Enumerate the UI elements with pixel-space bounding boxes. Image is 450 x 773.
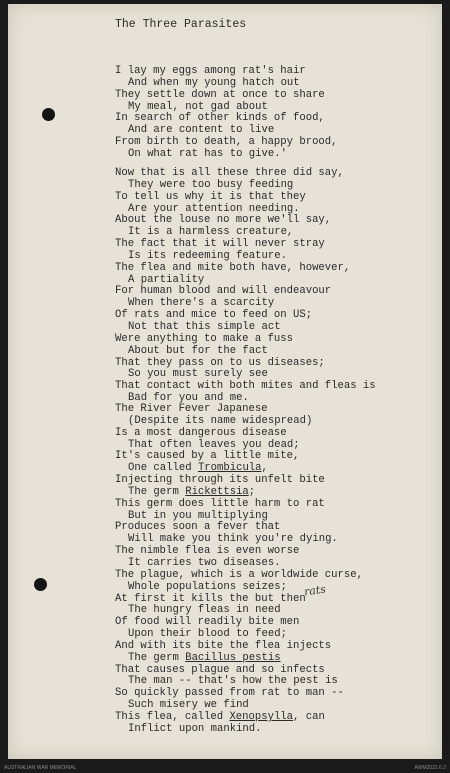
poem-line: They were too busy feeding xyxy=(128,178,294,191)
poem-line: Not that this simple act xyxy=(128,320,281,333)
line-text: , can xyxy=(293,710,325,723)
poem-line: A partiality xyxy=(128,273,205,286)
poem-line: Injecting through its unfelt bite xyxy=(115,474,325,487)
archive-footer xyxy=(0,762,450,773)
poem-line: About the louse no more we'll say, xyxy=(115,214,332,227)
poem-line: (Despite its name widespread) xyxy=(128,414,313,427)
poem-line: Produces soon a fever that xyxy=(115,521,281,534)
poem-line: The fact that it will never stray xyxy=(115,238,325,251)
poem-line: Will make you think you're dying. xyxy=(128,533,338,546)
poem-line: They settle down at once to share xyxy=(115,88,325,101)
poem-line xyxy=(115,487,363,499)
poem-line: Whole populations seizes; xyxy=(128,580,287,593)
poem-line: The River Fever Japanese xyxy=(115,403,268,415)
poem-line: And when my young hatch out xyxy=(128,76,300,89)
poem-line: Is a most dangerous disease xyxy=(115,426,287,439)
poem-line: Bad for you and me. xyxy=(128,392,249,405)
catalogue-number: AWM2022.6.2 xyxy=(414,765,446,771)
bleed-through-text: · · · · xyxy=(230,210,246,270)
line-text: One called xyxy=(128,462,198,475)
poem-line: My meal, not gad about xyxy=(128,100,268,113)
poem-line: Were anything to make a fuss xyxy=(115,332,294,345)
poem-line: That often leaves you dead; xyxy=(128,438,300,451)
poem-line: It's caused by a little mite, xyxy=(115,450,300,463)
poem-line: It is a harmless creature, xyxy=(128,226,294,239)
poem-line: Upon their blood to feed; xyxy=(128,628,287,641)
poem-line: So you must surely see xyxy=(128,368,268,381)
poem-line: It carries two diseases. xyxy=(128,556,281,569)
poem-line: The hungry fleas in need xyxy=(128,604,281,617)
poem-line: Now that is all these three did say, xyxy=(115,167,344,179)
poem-line: For human blood and will endeavour xyxy=(115,285,332,298)
punch-hole xyxy=(42,108,55,121)
poem-line: The plague, which is a worldwide curse, xyxy=(115,568,363,581)
poem-line xyxy=(115,712,363,724)
poem-line: That they pass on to us diseases; xyxy=(115,356,325,369)
line-text: This flea, called xyxy=(115,710,230,723)
line-text: The germ xyxy=(128,651,186,664)
poem-line: Of rats and mice to feed on US; xyxy=(115,309,313,322)
poem-line: At first it kills the but then xyxy=(115,592,306,605)
genus-name: Bacillus pestis xyxy=(185,651,281,664)
poem-line: And are content to live xyxy=(128,124,275,137)
poem-line: On what rat has to give.' xyxy=(128,147,287,160)
poem-line: Is its redeeming feature. xyxy=(128,249,287,262)
poem-line xyxy=(115,653,363,665)
line-text: The germ xyxy=(128,485,186,498)
poem-line: Of food will readily bite men xyxy=(115,616,300,629)
poem-line: About but for the fact xyxy=(128,344,268,357)
poem-line: Are your attention needing. xyxy=(128,202,300,215)
poem-line: In search of other kinds of food, xyxy=(115,112,325,125)
poem-line: I lay my eggs among rat's hair xyxy=(115,65,306,77)
poem-line: The flea and mite both have, however, xyxy=(115,261,351,274)
stanza-2 xyxy=(115,168,376,405)
genus-name: Trombicula xyxy=(197,462,262,475)
punch-hole xyxy=(34,578,47,591)
poem-line: When there's a scarcity xyxy=(128,297,275,310)
poem-title: The Three Parasites xyxy=(115,18,247,31)
line-text: , xyxy=(261,462,268,475)
poem-line: Inflict upon mankind. xyxy=(128,722,262,735)
stanza-1 xyxy=(115,66,338,161)
poem-line: The nimble flea is even worse xyxy=(115,545,300,558)
poem-line: The man -- that's how the pest is xyxy=(128,675,338,688)
genus-name: Xenopsylla xyxy=(229,710,294,723)
line-text: ; xyxy=(248,485,256,498)
poem-line: So quickly passed from rat to man -- xyxy=(115,687,344,700)
stanza-3 xyxy=(115,404,363,736)
poem-line: Such misery we find xyxy=(128,699,249,712)
handwritten-annotation: rats xyxy=(303,582,327,599)
poem-line: But in you multiplying xyxy=(128,509,268,522)
poem-line: That causes plague and so infects xyxy=(115,663,325,676)
poem-line: That contact with both mites and fleas is xyxy=(115,380,376,393)
poem-line: From birth to death, a happy brood, xyxy=(115,136,338,149)
poem-line: To tell us why it is that they xyxy=(115,190,306,203)
poem-line: This germ does little harm to rat xyxy=(115,497,325,510)
genus-name: Rickettsia xyxy=(185,485,249,498)
institution-label: AUSTRALIAN WAR MEMORIAL xyxy=(4,765,77,771)
poem-line: And with its bite the flea injects xyxy=(115,639,332,652)
